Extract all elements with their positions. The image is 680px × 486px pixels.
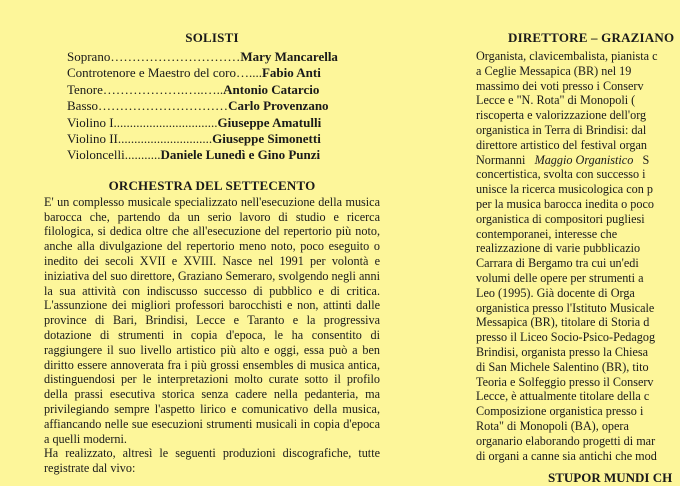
bio-line: Leo (1995). Già docente di Orga [476,285,635,300]
bio-line: direttore artistico del festival organ [476,137,648,152]
soloist-name: Giuseppe Amatulli [217,114,322,130]
bio-line: organistica presso l'Istituto Musicale [476,300,655,315]
director-biography [476,49,680,463]
director-title: DIRETTORE – GRAZIANO [508,30,675,45]
bio-line: di organi a canne sia antichi che mod [476,448,657,463]
right-column [476,30,680,463]
soloist-role: Controtenore e Maestro del coro….... [67,65,262,81]
bio-line: organistica in Terra di Brindisi: dal [476,122,647,137]
festival-name: Maggio Organistico [534,152,634,167]
soloist-role: Violino II............................. [67,131,213,147]
bio-line: Teoria e Solfeggio presso il Conserv [476,374,654,389]
bio-line: per la musica barocca inedita o poco [476,196,654,211]
soloist-role: Tenore……………….…..….. [67,81,224,97]
orchestra-title: ORCHESTRA DEL SETTECENTO [108,177,316,193]
bio-line: Rota" di Monopoli (BA), opera [476,418,629,433]
soloists-list [67,49,380,164]
soloist-role: Violino I................................ [67,114,218,130]
bio-line: contemporanei, interesse che [476,226,618,241]
bio-line: Organista, clavicembalista, pianista c [476,49,658,63]
bio-line: massimo dei voti presso i Conserv [476,78,644,93]
soloist-row [67,147,380,163]
soloist-row [67,82,380,98]
stupor-mundi-title: STUPOR MUNDI CH [548,470,673,485]
bio-line: Lecce e "N. Rota" di Monopoli ( [476,93,636,108]
soloist-role: Violoncelli........... [67,147,161,163]
soloist-name: Antonio Catarcio [223,81,320,97]
bio-line: unisce la ricerca musicologica con p [476,182,653,197]
bio-line: Carrara di Bergamo tra cui un'edi [476,256,639,271]
soloist-row [67,65,380,81]
bio-line [476,153,680,168]
bio-line: volumi delle opere per strumenti a [476,270,644,285]
soloists-title: SOLISTI [185,30,239,45]
soloist-name: Carlo Provenzano [228,98,329,114]
bio-line: a Ceglie Messapica (BR) nel 19 [476,63,632,78]
soloist-role: Basso………………………… [67,98,229,114]
left-column [44,30,380,476]
soloist-row [67,131,380,147]
bio-line: Messapica (BR), titolare di Storia d [476,315,650,330]
bio-line: organario elaborando progetti di mar [476,433,656,448]
bio-line-tail: S [642,152,650,167]
bio-line: riscoperta e valorizzazione dell'org [476,108,647,123]
soloist-row [67,98,380,114]
bio-line: Composizione organistica presso i [476,404,644,419]
soloist-role: Soprano………………………… [67,49,241,64]
bio-line: realizzazione di varie pubblicazio [476,241,641,256]
bio-line: organistica di compositori pugliesi [476,211,645,226]
soloist-name: Daniele Lunedì e Gino Punzi [160,147,321,163]
orchestra-description: E' un complesso musicale specializzato nell'esecuzione della musica barocca che, partendo da un serio lavoro di studio e ricerca filologica, si dedica oltre che all'esecuzione del repertorio più noto, anche alla divulgazione del repertorio meno noto, poco eseguito o inedito dei secoli XVII e XVIII. Nasce nel 1991 per volontà e iniziativa del suo direttore, Graziano Semeraro, svolgendo negli anni la sua attività con indiscusso successo di pubblico e di critica. L'assunzione dei migliori professori barocchisti e non, attinti dalle province di Bari, Brindisi, Lecce e Taranto e la progressiva dotazione di strumenti in copia d'epoca, le ha consentito di raggiungere il suo livello artistico più alto e oggi, essa può a ben diritto essere annoverata fra i più grossi ensembles di musica antica, distinguendosi per le interpretazioni molto curate sotto il profilo della prassi esecutiva storica senza cadere nella pedanteria, ma privilegiando sempre l'aspetto lirico e comunicativo della musica, affiancando nelle sue esecuzioni strumenti musicali in copia d'epoca a quelli moderni. [44,194,380,446]
bio-line-start: Normanni [476,152,526,167]
soloist-name: Giuseppe Simonetti [212,131,321,147]
bio-line: Lecce, è attualmente titolare della c [476,389,650,404]
production-intro: Ha realizzato, altresì le seguenti produzioni discografiche, tutte registrate dal vivo: [44,446,380,476]
soloist-row [67,49,380,65]
bio-line: di San Michele Salentino (BR), tito [476,359,649,374]
soloist-row [67,115,380,131]
soloist-name: Mary Mancarella [240,49,338,64]
bio-line: concertistica, svolta con successo i [476,167,646,182]
bio-line: presso il Liceo Socio-Psico-Pedagog [476,330,656,345]
soloist-name: Fabio Anti [261,65,321,81]
bio-line: Brindisi, organista presso la Chiesa [476,344,649,359]
